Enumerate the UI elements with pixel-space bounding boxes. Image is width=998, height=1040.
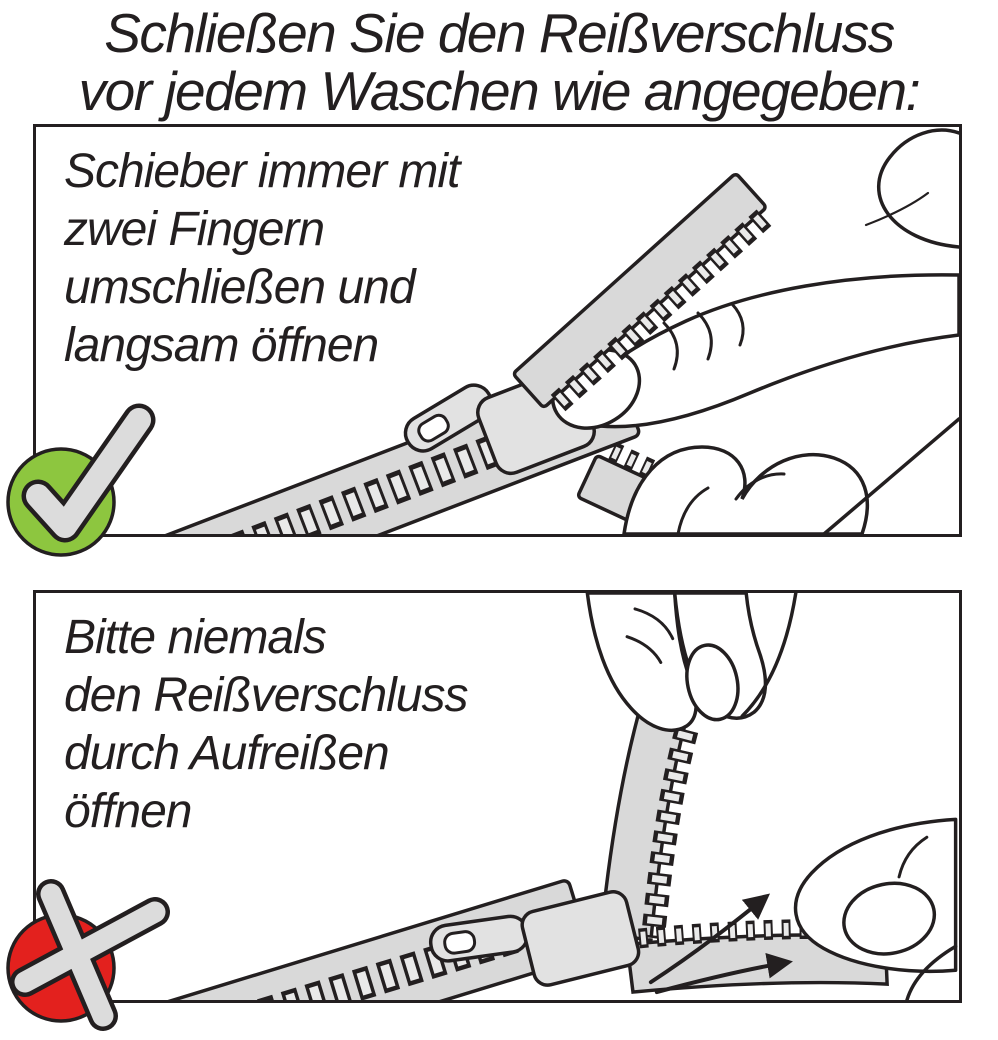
instruction-line: durch Aufreißen (64, 727, 389, 780)
check-icon (1, 404, 191, 574)
instruction-line: umschließen und (64, 261, 415, 314)
instruction-text-correct (64, 143, 459, 375)
panel-correct-method (33, 124, 962, 537)
instruction-line: den Reißverschluss (64, 669, 468, 722)
arm-outline (866, 130, 959, 247)
instruction-line: langsam öffnen (64, 319, 379, 372)
page-title-line-1: Schließen Sie den Reißverschluss (104, 2, 894, 64)
panel-incorrect-method (33, 590, 962, 1003)
instruction-line: zwei Fingern (64, 203, 325, 256)
cross-icon (1, 870, 191, 1040)
page-title (0, 0, 998, 120)
instruction-line: Schieber immer mit (64, 145, 460, 198)
page-title-line-2: vor jedem Waschen wie angegeben: (78, 60, 920, 122)
instruction-line: Bitte niemals (64, 611, 326, 664)
instruction-text-wrong (64, 609, 468, 841)
instruction-line: öffnen (64, 785, 192, 838)
fingers-pinching (587, 593, 795, 730)
